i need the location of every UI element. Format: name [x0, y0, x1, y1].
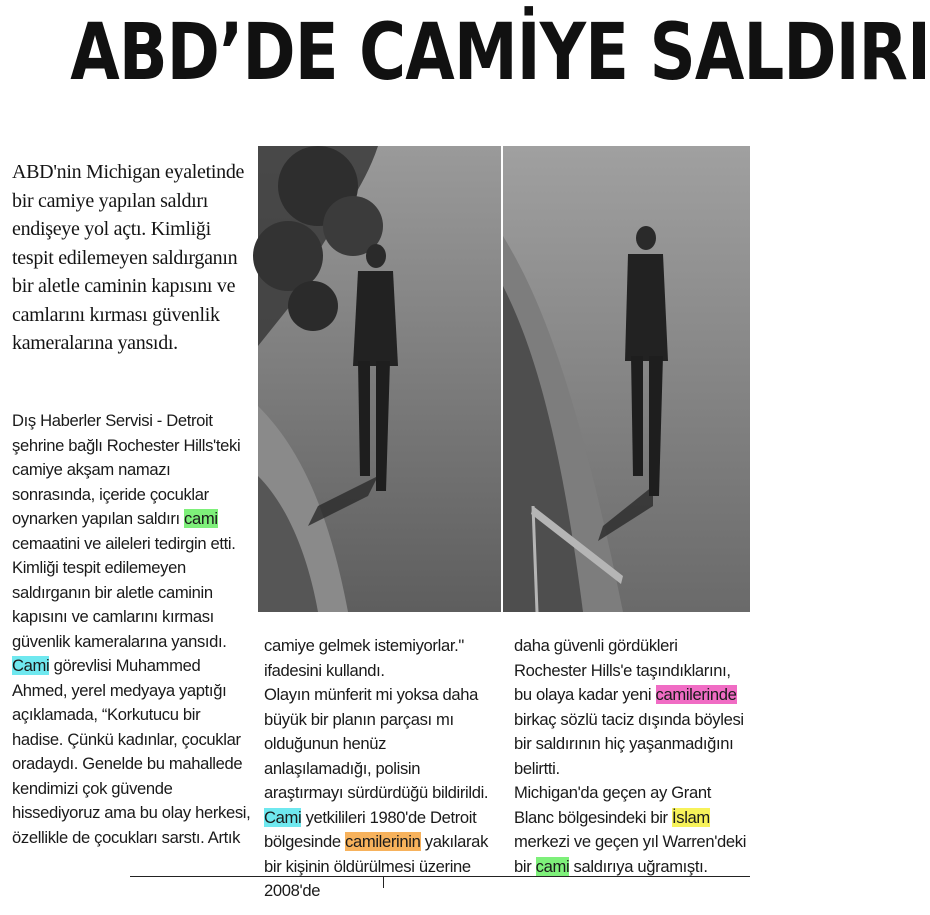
col3-p2-text: Michigan'da geçen ay Grant Blanc bölgesindeki bir [514, 783, 712, 827]
col3-paragraph-2 [514, 781, 750, 879]
col3-p2-text-mid: merkezi ve geçen yıl Warren'deki bir [514, 832, 747, 876]
col3-paragraph-1 [514, 634, 750, 781]
highlight-cami: cami [184, 509, 218, 528]
highlight-camilerinde: camilerinde [655, 685, 737, 704]
highlight-islam: İslam [672, 807, 710, 827]
column-2 [264, 634, 496, 904]
headline: ABD’DE CAMİYE SALDIRI [70, 8, 930, 98]
col1-p1-text: Dış Haberler Servisi - Detroit şehrine bağlı Rochester Hills'teki camiye akşam namazı sonrasında, içeride çocuklar oynarken yapılan saldırı [12, 411, 241, 528]
col2-p3-text-end: yakılarak bir kişinin öldürülmesi üzerine 2008'de [264, 832, 489, 900]
col1-paragraph-1 [12, 409, 252, 556]
column-3 [514, 634, 750, 879]
col2-paragraph-3 [264, 806, 496, 904]
security-camera-photo-right [503, 146, 750, 612]
highlight-cami-4: cami [535, 856, 570, 876]
highlight-cami-2: Cami [12, 656, 50, 675]
col1-paragraph-3 [12, 654, 252, 850]
col1-p1-text-end: cemaatini ve aileleri tedirgin etti. [12, 533, 236, 553]
col3-p1-text-end: birkaç sözlü taciz dışında böylesi bir saldırının hiç yaşanmadığını belirtti. [514, 709, 744, 778]
col3-p2-text-end: saldırıya uğramıştı. [569, 856, 708, 876]
col3-p1-text: daha güvenli gördükleri Rochester Hills'e taşındıklarını, bu olaya kadar yeni [514, 636, 731, 704]
highlight-camilerinin: camilerinin [345, 832, 421, 851]
bottom-rule [130, 876, 750, 877]
col2-paragraph-1: camiye gelmek istemiyorlar." ifadesini kullandı. [264, 636, 464, 680]
col1-paragraph-2: Kimliği tespit edilemeyen saldırganın bir aletle caminin kapısını ve camlarını kırması güvenlik kameralarına yansıdı. [12, 558, 227, 651]
col1-p3-text: görevlisi Muhammed Ahmed, yerel medyaya yaptığı açıklamada, “Korkutucu bir hadise. Çünkü kadınlar, çocuklar oradaydı. Genelde bu mahallede kendimizi çok güvende hissediyoruz ama bu olay herkesi, özellikle de çocukları sarstı. Artık [12, 656, 251, 847]
lead-paragraph: ABD'nin Michigan eyaletinde bir camiye yapılan saldırı endişeye yol açtı. Kimliği tespit edilemeyen saldırganın bir aletle caminin kapısını ve camlarını kırması güvenlik kameralarına yansıdı. [12, 161, 245, 354]
column-1 [12, 409, 252, 850]
col2-p3-text: yetkilileri 1980'de Detroit bölgesinde [264, 807, 477, 851]
bottom-rule-tick [383, 876, 384, 888]
col2-paragraph-2: Olayın münferit mi yoksa daha büyük bir planın parçası mı olduğunun henüz anlaşılamadığı, polisin araştırmayı sürdürdüğü bildirildi. [264, 685, 489, 802]
security-camera-photo-left [258, 146, 501, 612]
highlight-cami-3: Cami [264, 807, 302, 827]
